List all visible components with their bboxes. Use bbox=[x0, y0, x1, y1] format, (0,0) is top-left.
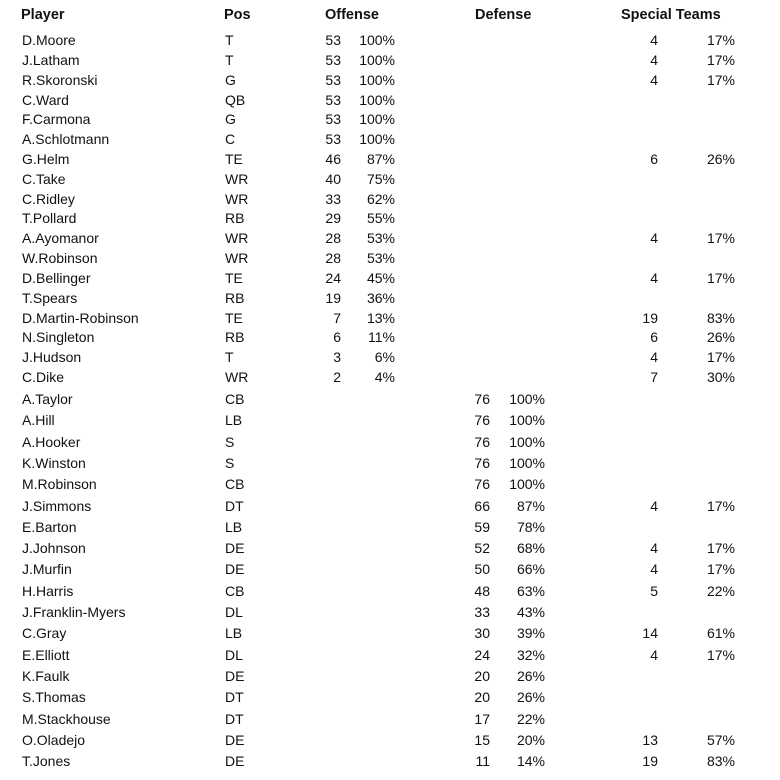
table-row bbox=[0, 453, 780, 473]
table-row bbox=[0, 308, 780, 328]
player-position: WR bbox=[225, 191, 249, 207]
player-name: D.Moore bbox=[22, 32, 76, 48]
player-name: J.Franklin-Myers bbox=[22, 604, 126, 620]
offense-snaps: 6 bbox=[333, 329, 341, 345]
player-position: DE bbox=[225, 731, 245, 748]
player-position: DE bbox=[225, 561, 245, 578]
table-row bbox=[0, 50, 780, 70]
offense-snaps: 53 bbox=[325, 92, 341, 108]
table-row bbox=[0, 432, 780, 452]
defense-snaps: 76 bbox=[474, 454, 490, 471]
player-position: DL bbox=[225, 604, 243, 620]
player-position: WR bbox=[225, 369, 249, 385]
player-position: T bbox=[225, 52, 234, 68]
table-row bbox=[0, 474, 780, 494]
player-position: DE bbox=[225, 540, 245, 557]
offense-percent: 100% bbox=[359, 32, 395, 48]
offense-snaps: 28 bbox=[325, 230, 341, 246]
player-name: N.Singleton bbox=[22, 329, 95, 345]
offense-snaps: 24 bbox=[325, 270, 341, 286]
player-name: K.Winston bbox=[22, 454, 86, 471]
player-name: O.Oladejo bbox=[22, 731, 86, 748]
defense-percent: 26% bbox=[516, 689, 545, 706]
table-row bbox=[0, 410, 780, 430]
defense-snaps: 20 bbox=[474, 689, 490, 706]
player-name: A.Hill bbox=[22, 412, 55, 429]
player-name: F.Carmona bbox=[22, 111, 91, 127]
defense-column-header: Defense bbox=[475, 7, 532, 23]
special-teams-snaps: 4 bbox=[650, 497, 658, 514]
defense-percent: 26% bbox=[516, 667, 545, 684]
special-teams-percent: 17% bbox=[706, 349, 735, 365]
defense-snaps: 17 bbox=[474, 710, 490, 727]
table-row bbox=[0, 581, 780, 601]
offense-snaps: 28 bbox=[325, 250, 341, 266]
table-row bbox=[0, 367, 780, 387]
player-position: TE bbox=[225, 270, 243, 286]
player-name: J.Johnson bbox=[22, 540, 86, 557]
table-row bbox=[0, 389, 780, 409]
special-teams-percent: 30% bbox=[706, 369, 735, 385]
offense-percent: 36% bbox=[366, 290, 395, 306]
player-position: T bbox=[225, 32, 234, 48]
player-name: T.Pollard bbox=[22, 210, 77, 226]
player-name: C.Take bbox=[22, 171, 66, 187]
player-position: C bbox=[225, 131, 236, 147]
special-teams-percent: 26% bbox=[706, 329, 735, 345]
defense-percent: 43% bbox=[516, 604, 545, 620]
player-position: RB bbox=[225, 210, 245, 226]
special-teams-percent: 83% bbox=[706, 753, 735, 770]
offense-snaps: 19 bbox=[325, 290, 341, 306]
special-teams-percent: 17% bbox=[706, 270, 735, 286]
table-row bbox=[0, 709, 780, 729]
player-name: K.Faulk bbox=[22, 667, 70, 684]
special-teams-snaps: 4 bbox=[650, 349, 658, 365]
player-name: T.Jones bbox=[22, 753, 71, 770]
special-teams-percent: 17% bbox=[706, 497, 735, 514]
player-position: TE bbox=[225, 310, 243, 326]
defense-snaps: 52 bbox=[474, 540, 490, 557]
defense-snaps: 76 bbox=[474, 412, 490, 429]
defense-percent: 100% bbox=[509, 391, 545, 407]
special-teams-snaps: 19 bbox=[642, 310, 658, 326]
table-row bbox=[0, 496, 780, 516]
table-row bbox=[0, 268, 780, 288]
table-row bbox=[0, 559, 780, 579]
special-teams-percent: 17% bbox=[706, 540, 735, 557]
player-position: CB bbox=[225, 582, 245, 599]
player-position: TE bbox=[225, 151, 243, 167]
player-position: S bbox=[225, 433, 235, 450]
special-teams-percent: 17% bbox=[706, 561, 735, 578]
special-teams-column-header: Special Teams bbox=[621, 7, 721, 23]
offense-percent: 100% bbox=[359, 111, 395, 127]
player-position: WR bbox=[225, 171, 249, 187]
player-position: RB bbox=[225, 290, 245, 306]
player-name: G.Helm bbox=[22, 151, 70, 167]
defense-percent: 22% bbox=[516, 710, 545, 727]
special-teams-percent: 17% bbox=[706, 32, 735, 48]
table-row bbox=[0, 666, 780, 686]
table-row bbox=[0, 90, 780, 110]
player-position: CB bbox=[225, 391, 245, 407]
offense-percent: 53% bbox=[366, 230, 395, 246]
player-position: CB bbox=[225, 476, 245, 493]
player-name: M.Stackhouse bbox=[22, 710, 111, 727]
defense-snaps: 15 bbox=[474, 731, 490, 748]
table-row bbox=[0, 602, 780, 622]
defense-snaps: 59 bbox=[474, 518, 490, 535]
table-row bbox=[0, 70, 780, 90]
player-name: D.Bellinger bbox=[22, 270, 91, 286]
defense-snaps: 20 bbox=[474, 667, 490, 684]
special-teams-percent: 17% bbox=[706, 52, 735, 68]
defense-percent: 14% bbox=[516, 753, 545, 770]
defense-percent: 63% bbox=[516, 582, 545, 599]
defense-snaps: 50 bbox=[474, 561, 490, 578]
player-name: T.Spears bbox=[22, 290, 78, 306]
offense-snaps: 7 bbox=[333, 310, 341, 326]
player-name: A.Taylor bbox=[22, 391, 73, 407]
offense-snaps: 53 bbox=[325, 52, 341, 68]
special-teams-snaps: 4 bbox=[650, 72, 658, 88]
player-name: J.Simmons bbox=[22, 497, 92, 514]
special-teams-percent: 22% bbox=[706, 582, 735, 599]
defense-snaps: 11 bbox=[475, 753, 490, 770]
table-row bbox=[0, 30, 780, 50]
defense-snaps: 24 bbox=[474, 646, 490, 663]
player-name: J.Hudson bbox=[22, 349, 82, 365]
table-row bbox=[0, 109, 780, 129]
offense-percent: 13% bbox=[366, 310, 395, 326]
special-teams-snaps: 13 bbox=[642, 731, 658, 748]
player-name: S.Thomas bbox=[22, 689, 86, 706]
player-position: S bbox=[225, 454, 235, 471]
player-position: DL bbox=[225, 646, 243, 663]
defense-percent: 39% bbox=[516, 625, 545, 642]
player-name: A.Schlotmann bbox=[22, 131, 110, 147]
defense-percent: 32% bbox=[516, 646, 545, 663]
defense-percent: 100% bbox=[509, 433, 545, 450]
special-teams-percent: 17% bbox=[706, 230, 735, 246]
defense-snaps: 76 bbox=[474, 433, 490, 450]
offense-snaps: 46 bbox=[325, 151, 341, 167]
player-name: J.Latham bbox=[22, 52, 80, 68]
defense-percent: 78% bbox=[516, 518, 545, 535]
player-name: C.Ridley bbox=[22, 191, 75, 207]
defense-percent: 100% bbox=[509, 454, 545, 471]
table-row bbox=[0, 751, 780, 771]
special-teams-snaps: 6 bbox=[650, 329, 658, 345]
offense-snaps: 53 bbox=[325, 72, 341, 88]
defense-percent: 66% bbox=[516, 561, 545, 578]
player-position: G bbox=[225, 72, 236, 88]
special-teams-percent: 17% bbox=[706, 72, 735, 88]
defense-snaps: 30 bbox=[474, 625, 490, 642]
offense-snaps: 53 bbox=[325, 32, 341, 48]
offense-column-header: Offense bbox=[325, 7, 379, 23]
player-name: E.Barton bbox=[22, 518, 77, 535]
player-position: LB bbox=[225, 412, 243, 429]
offense-snaps: 3 bbox=[333, 349, 341, 365]
player-name: H.Harris bbox=[22, 582, 74, 599]
special-teams-snaps: 6 bbox=[650, 151, 658, 167]
special-teams-percent: 83% bbox=[706, 310, 735, 326]
table-row bbox=[0, 208, 780, 228]
offense-percent: 62% bbox=[366, 191, 395, 207]
table-header bbox=[0, 7, 780, 27]
defense-percent: 68% bbox=[516, 540, 545, 557]
player-position: WR bbox=[225, 250, 249, 266]
special-teams-snaps: 4 bbox=[650, 32, 658, 48]
special-teams-percent: 26% bbox=[706, 151, 735, 167]
player-name: R.Skoronski bbox=[22, 72, 98, 88]
player-position: DE bbox=[225, 753, 245, 770]
player-position: DE bbox=[225, 667, 245, 684]
table-row bbox=[0, 517, 780, 537]
offense-percent: 100% bbox=[359, 92, 395, 108]
special-teams-snaps: 4 bbox=[650, 540, 658, 557]
player-position: RB bbox=[225, 329, 245, 345]
offense-snaps: 40 bbox=[325, 171, 341, 187]
defense-snaps: 76 bbox=[474, 391, 490, 407]
offense-percent: 53% bbox=[366, 250, 395, 266]
table-row bbox=[0, 288, 780, 308]
position-column-header: Pos bbox=[224, 7, 251, 23]
table-row bbox=[0, 687, 780, 707]
table-row bbox=[0, 248, 780, 268]
offense-snaps: 53 bbox=[325, 131, 341, 147]
offense-percent: 6% bbox=[374, 349, 395, 365]
offense-snaps: 53 bbox=[325, 111, 341, 127]
special-teams-snaps: 4 bbox=[650, 561, 658, 578]
special-teams-snaps: 4 bbox=[650, 270, 658, 286]
defense-percent: 20% bbox=[516, 731, 545, 748]
offense-percent: 11% bbox=[368, 329, 395, 345]
player-name: A.Ayomanor bbox=[22, 230, 99, 246]
player-name: C.Gray bbox=[22, 625, 67, 642]
player-position: QB bbox=[225, 92, 246, 108]
player-name: D.Martin-Robinson bbox=[22, 310, 139, 326]
offense-percent: 45% bbox=[366, 270, 395, 286]
player-position: DT bbox=[225, 689, 244, 706]
special-teams-percent: 57% bbox=[706, 731, 735, 748]
player-position: WR bbox=[225, 230, 249, 246]
special-teams-percent: 61% bbox=[706, 625, 735, 642]
offense-percent: 100% bbox=[359, 52, 395, 68]
player-name: J.Murfin bbox=[22, 561, 72, 578]
defense-percent: 100% bbox=[509, 476, 545, 493]
table-row bbox=[0, 228, 780, 248]
defense-percent: 100% bbox=[509, 412, 545, 429]
player-name: W.Robinson bbox=[22, 250, 98, 266]
offense-percent: 55% bbox=[366, 210, 395, 226]
player-name: M.Robinson bbox=[22, 476, 97, 493]
player-name: E.Elliott bbox=[22, 646, 70, 663]
table-row bbox=[0, 538, 780, 558]
special-teams-snaps: 14 bbox=[642, 625, 658, 642]
table-row bbox=[0, 189, 780, 209]
table-row bbox=[0, 347, 780, 367]
offense-snaps: 29 bbox=[325, 210, 341, 226]
defense-percent: 87% bbox=[516, 497, 545, 514]
special-teams-snaps: 4 bbox=[650, 230, 658, 246]
table-row bbox=[0, 730, 780, 750]
offense-percent: 100% bbox=[359, 131, 395, 147]
special-teams-snaps: 19 bbox=[642, 753, 658, 770]
table-row bbox=[0, 129, 780, 149]
special-teams-snaps: 5 bbox=[650, 582, 658, 599]
offense-percent: 100% bbox=[359, 72, 395, 88]
offense-snaps: 2 bbox=[333, 369, 341, 385]
table-row bbox=[0, 645, 780, 665]
defense-snaps: 48 bbox=[474, 582, 490, 599]
player-position: LB bbox=[225, 518, 243, 535]
player-position: DT bbox=[225, 710, 244, 727]
offense-percent: 75% bbox=[366, 171, 395, 187]
defense-snaps: 33 bbox=[474, 604, 490, 620]
player-position: DT bbox=[225, 497, 244, 514]
player-name: C.Ward bbox=[22, 92, 69, 108]
player-position: LB bbox=[225, 625, 243, 642]
table-row bbox=[0, 623, 780, 643]
special-teams-snaps: 4 bbox=[650, 52, 658, 68]
player-name: C.Dike bbox=[22, 369, 65, 385]
player-column-header: Player bbox=[21, 7, 65, 23]
player-position: G bbox=[225, 111, 236, 127]
player-name: A.Hooker bbox=[22, 433, 81, 450]
table-row bbox=[0, 327, 780, 347]
table-row bbox=[0, 149, 780, 169]
defense-snaps: 76 bbox=[474, 476, 490, 493]
table-row bbox=[0, 169, 780, 189]
offense-percent: 87% bbox=[366, 151, 395, 167]
special-teams-percent: 17% bbox=[706, 646, 735, 663]
offense-percent: 4% bbox=[374, 369, 395, 385]
special-teams-snaps: 7 bbox=[650, 369, 658, 385]
offense-snaps: 33 bbox=[325, 191, 341, 207]
special-teams-snaps: 4 bbox=[650, 646, 658, 663]
defense-snaps: 66 bbox=[474, 497, 490, 514]
player-position: T bbox=[225, 349, 234, 365]
